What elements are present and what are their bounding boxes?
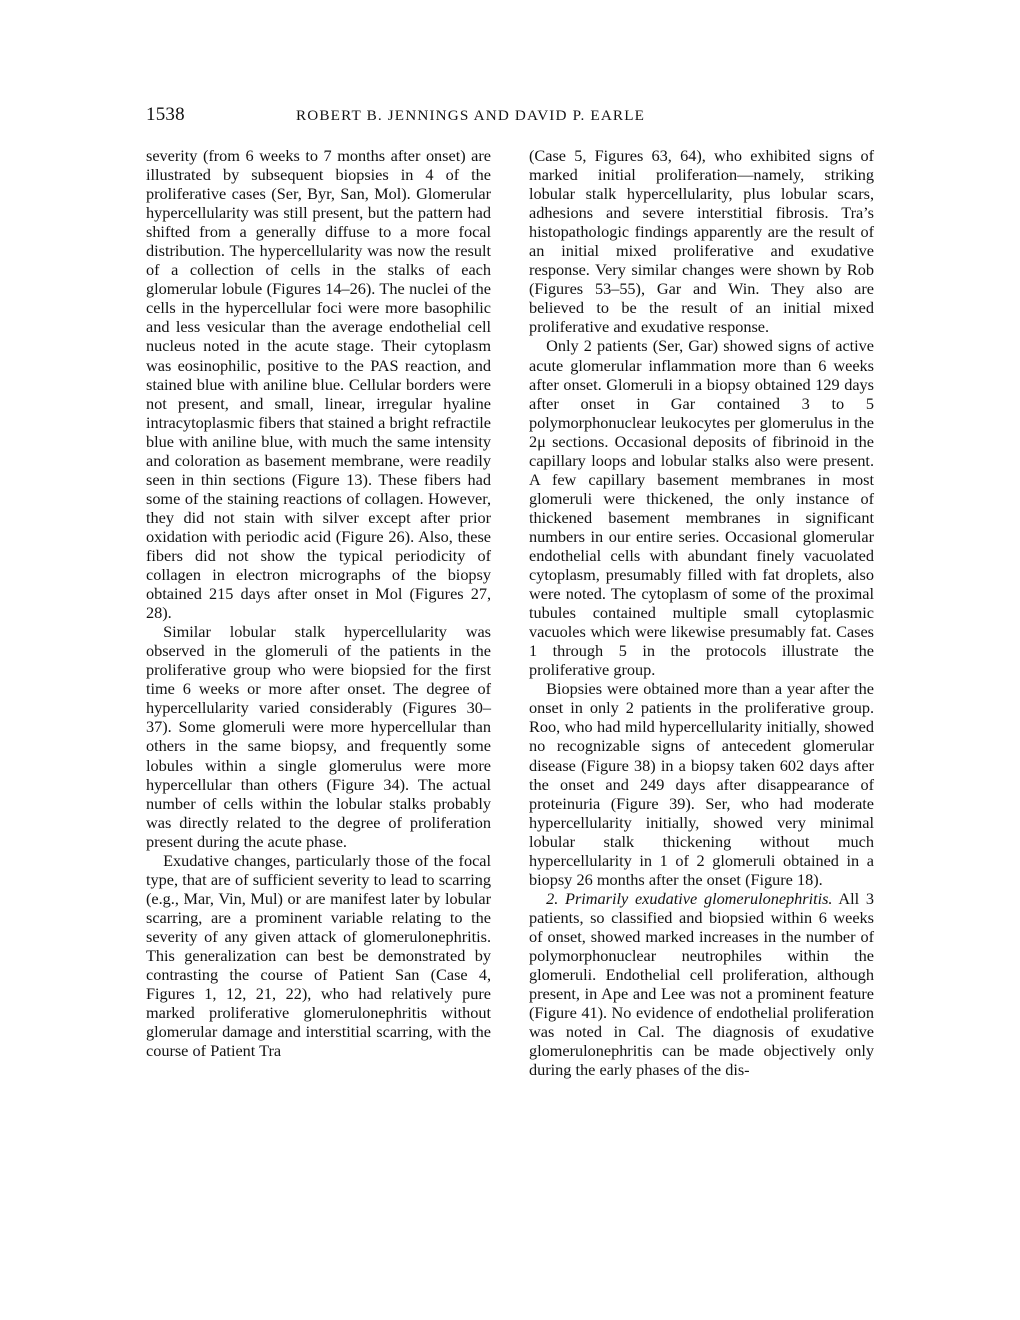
paragraph: severity (from 6 weeks to 7 months after onset) are illustrated by subsequent biopsies in 4 of the proliferative cases (Ser, Byr, San, Mol). Glomerular hypercellularity was still present, but the pattern had shifted from a generally diffuse to a more focal distribution. The hypercellularity was now the result of a collection of cells in the stalks of each glomerular lobule (Figures 14–26). The nuclei of the cells in the hypercellular foci were more basophilic and less vesicular than the average endothelial cell nucleus noted in the acute stage. Their cytoplasm was eosinophilic, positive to the PAS reaction, and stained blue with aniline blue. Cellular borders were not present, and small, linear, irregular hyaline intracytoplasmic fibers that stained a bright refractile blue with aniline blue, with much the same intensity and coloration as basement membrane, were readily seen in thin sections (Figure 13). These fibers had some of the staining reactions of collagen. However, they did not stain with silver except after prior oxidation with periodic acid (Figure 26). Also, these fibers did not show the typical periodicity of collagen in electron micrographs of the biopsy obtained 215 days after onset in Mol (Figures 27, 28).	[146, 146, 491, 623]
left-column	[146, 146, 491, 1196]
paragraph-section-heading	[529, 889, 874, 1079]
paragraph: Similar lobular stalk hypercellularity was observed in the glomeruli of the patients in the proliferative group who were biopsied for the first time 6 weeks or more after onset. The degree of hypercellularity varied considerably (Figures 30–37). Some glomeruli were more hypercellular than others in the same biopsy, and frequently some lobules within a single glomerulus were more hypercellular than others (Figure 34). The actual number of cells within the lobular stalks probably was directly related to the degree of proliferation present during the acute phase.	[146, 622, 491, 851]
body-columns	[146, 146, 874, 1196]
paragraph: Exudative changes, particularly those of the focal type, that are of sufficient severity to lead to scarring (e.g., Mar, Vin, Mul) or are manifest later by lobular scarring, are a prominent variable relating to the severity of any given attack of glomerulonephritis. This generalization can best be demonstrated by contrasting the course of Patient San (Case 4, Figures 1, 12, 21, 22), who had relatively pure marked proliferative glomerulonephritis without glomerular damage and interstitial scarring, with the course of Patient Tra	[146, 850, 491, 1061]
paragraph: Biopsies were obtained more than a year after the onset in only 2 patients in the proliferative group. Roo, who had mild hypercellularity initially, showed no recognizable signs of antecedent glomerular disease (Figure 38) in a biopsy taken 602 days after the onset and 249 days after disappearance of proteinuria (Figure 39). Ser, who had moderate hypercellularity initially, showed very minimal lobular stalk thickening without much hypercellularity in 1 of 2 glomeruli obtained in a biopsy 26 months after the onset (Figure 18).	[529, 679, 874, 889]
section-heading-body: All 3 patients, so classified and biopsied within 6 weeks of onset, showed marked increases in the number of polymorphonuclear neutrophiles within the glomeruli. Endothelial cell proliferation, although present, in Ape and Lee was not a prominent feature (Figure 41). No evidence of endothelial proliferation was noted in Cal. The diagnosis of exudative glomerulonephritis can be made objectively only during the early phases of the dis-	[529, 888, 874, 1080]
paragraph: (Case 5, Figures 63, 64), who exhibited signs of marked initial proliferation—namely, striking lobular stalk hypercellularity, plus lobular scars, adhesions and severe interstitial fibrosis. Tra’s histopathologic findings apparently are the result of an initial mixed proliferative and exudative response. Very similar changes were shown by Rob (Figures 53–55), Gar and Win. They also are believed to be the result of an initial mixed proliferative and exudative response.	[529, 146, 874, 337]
running-head-title: ROBERT B. JENNINGS AND DAVID P. EARLE	[296, 107, 646, 124]
paragraph: Only 2 patients (Ser, Gar) showed signs of active acute glomerular inflammation more than 6 weeks after onset. Glomeruli in a biopsy obtained 129 days after onset in Gar contained 3 to 5 polymorphonuclear leukocytes per glomerulus in the 2μ sections. Occasional deposits of fibrinoid in the capillary loops and lobular stalks also were present. A few capillary basement membranes in most glomeruli were thickened, the only instance of thickened basement membranes in significant numbers in our entire series. Occasional glomerular endothelial cells with abundant finely vacuolated cytoplasm, presumably filled with fat droplets, also were noted. The cytoplasm of some of the proximal tubules contained multiple small cytoplasmic vacuoles which were likewise presumably fat. Cases 1 through 5 in the protocols illustrate the proliferative group.	[529, 336, 874, 680]
section-heading-italic: 2. Primarily exudative glomerulonephritis.	[546, 888, 833, 908]
page-number: 1538	[146, 104, 185, 125]
right-column	[529, 146, 874, 1196]
running-head	[146, 104, 874, 126]
